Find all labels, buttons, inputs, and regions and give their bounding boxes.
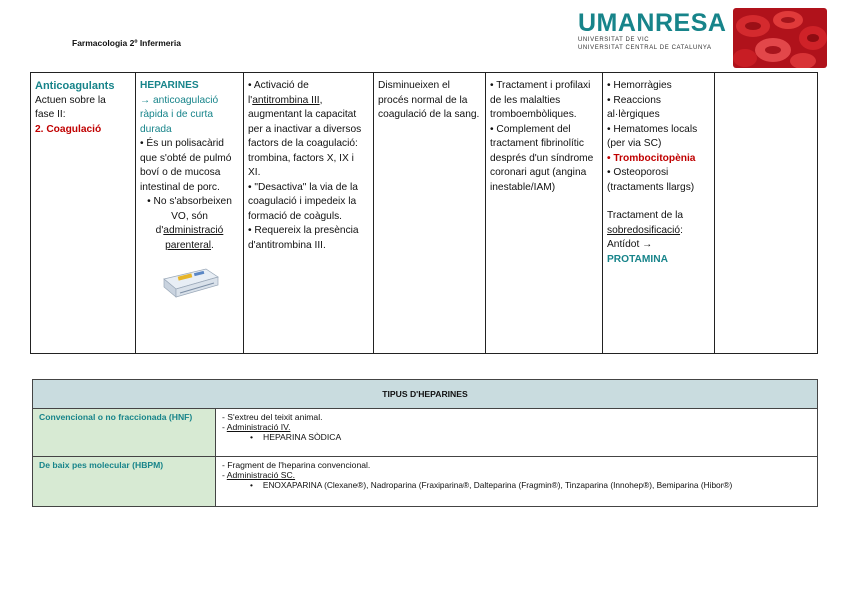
adverse-hemorrhages: • Hemorràgies — [607, 80, 672, 91]
antithrombin-link: antitrombina III — [252, 94, 320, 106]
deactivates-coagulation: • "Desactiva" la via de la coagulació i impedeix la formació de coàguls. — [248, 181, 358, 222]
overdose-colon: : — [680, 224, 683, 236]
hnf-administration — [222, 422, 811, 432]
heparin-types-heading: TIPUS D'HEPARINES — [33, 380, 818, 409]
hbpm-dash: - — [222, 470, 227, 480]
administration-period: . — [211, 239, 214, 251]
adverse-hematomas: • Hematomes locals (per via SC) — [607, 123, 698, 149]
indication-treatment: • Tractament i profilaxi de les malalties tromboembòliques. — [490, 80, 591, 120]
activation-suffix: , augmentant la capacitat per a inactivar a diversos factors de la coagulació: trombina, factors X, IX i XI. — [248, 94, 362, 178]
hbpm-sc-administration: Administració SC. — [226, 470, 296, 480]
adverse-osteoporosis: • Osteoporosi (tractaments llargs) — [607, 167, 695, 193]
overdose-line-2 — [607, 224, 710, 239]
hbpm-drug-list: • ENOXAPARINA (Clexane®), Nadroparina (Fraxiparina®, Dalteparina (Fragmin®), Tinzaparina (Innohep®), Bemiparina (Hibor®) — [222, 480, 811, 490]
mechanism-cell — [244, 73, 374, 354]
logo-subtitle-2: UNIVERSITAT CENTRAL DE CATALUNYA — [578, 45, 712, 51]
hnf-origin: - S'extreu del teixit animal. — [222, 412, 323, 422]
phase-line-2: fase II: — [35, 109, 66, 120]
adverse-effects-cell — [603, 73, 715, 354]
heparin-package-image — [160, 259, 220, 301]
coagulation-phase: 2. Coagulació — [35, 123, 102, 135]
heparins-subtitle: → anticoagulació ràpida i de curta durada — [140, 94, 219, 135]
effect-cell — [374, 73, 486, 354]
phase-line-1: Actuen sobre la — [35, 94, 106, 106]
overdose-line-1: Tractament de la — [607, 210, 684, 221]
hnf-iv-administration: Administració IV. — [226, 422, 291, 432]
blood-cells-image — [733, 8, 827, 68]
hbpm-administration — [222, 470, 811, 480]
heparins-origin: • És un polisacàrid que s'obté de pulmó boví o de mucosa intestinal de porc. — [140, 138, 232, 193]
effect-text: Disminueixen el procés normal de la coagulació de la sang. — [378, 80, 480, 120]
logo-wordmark: UMANRESA — [578, 9, 727, 37]
heparins-summary-table — [30, 72, 818, 354]
parenteral-administration: administració parenteral — [163, 225, 224, 251]
logo-subtitle-1: UNIVERSITAT DE VIC — [578, 37, 650, 43]
umanresa-logo — [578, 10, 726, 52]
heparins-cell — [136, 73, 244, 354]
hnf-label: Convencional o no fraccionada (HNF) — [33, 409, 216, 457]
empty-cell — [715, 73, 818, 354]
activation-prefix: • Activació de l' — [248, 80, 309, 106]
document-header-title: Farmacologia 2º Infermeria — [72, 38, 181, 48]
overdose-term: sobredosificació — [607, 224, 681, 236]
heparins-administration — [140, 195, 239, 253]
antidote-label: Antídot → — [607, 239, 653, 250]
anticoagulants-title: Anticoagulants — [35, 80, 115, 92]
antithrombin-activation — [248, 79, 369, 181]
hbpm-label: De baix pes molecular (HBPM) — [33, 457, 216, 507]
hnf-dash: - — [222, 422, 227, 432]
indication-complement: • Complement del tractament fibrinolític després d'un síndrome coronari agut (angina inestable/IAM) — [490, 123, 594, 193]
heparins-title: HEPARINES — [140, 80, 199, 91]
requires-antithrombin: • Requereix la presència d'antitrombina III. — [248, 225, 359, 251]
heparina-sodica-item: • HEPARINA SÒDICA — [222, 432, 811, 442]
adverse-thrombocytopenia: • Trombocitopènia — [607, 152, 696, 164]
adverse-allergic: • Reaccions al·lèrgiques — [607, 94, 661, 120]
administration-text: • No s'absorbeixen VO, són d' — [147, 196, 232, 236]
hbpm-origin: - Fragment de l'heparina convencional. — [222, 460, 371, 470]
indications-cell — [486, 73, 603, 354]
hnf-details — [216, 409, 818, 457]
hbpm-details — [216, 457, 818, 507]
heparin-types-table — [32, 379, 818, 507]
anticoagulants-cell — [31, 73, 136, 354]
protamine-antidote: PROTAMINA — [607, 253, 668, 265]
